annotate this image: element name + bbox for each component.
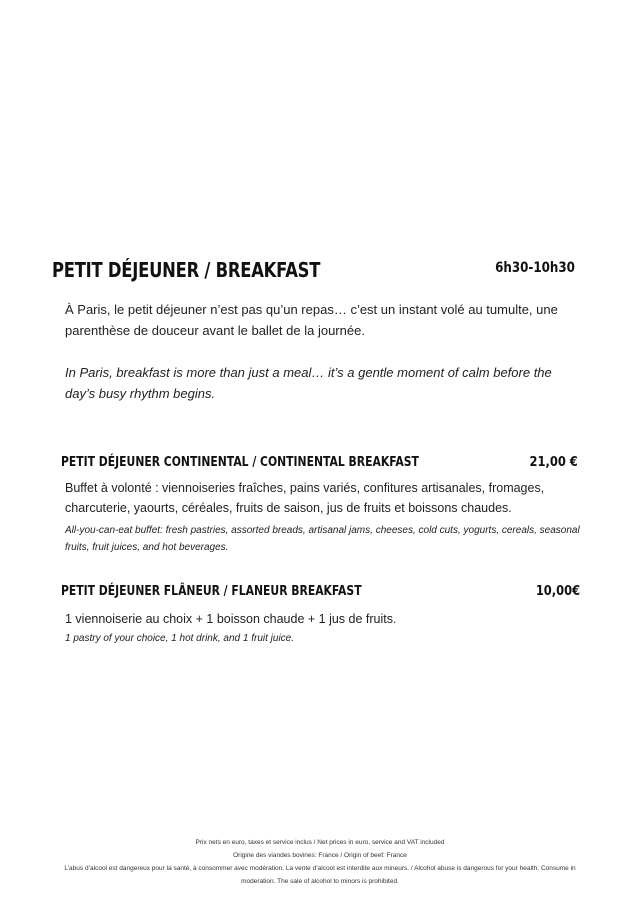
menu-item-title: PETIT DÉJEUNER FLÂNEUR / FLANEUR BREAKFAST xyxy=(61,583,362,599)
footer-beef-origin-note: Origine des viandes bovines: France / Origin of beef: France xyxy=(233,852,407,859)
menu-item-description-en: All-you-can-eat buffet: fresh pastries, assorted breads, artisanal jams, cheeses, cold cuts, yogurts, cereals, seasonal fruits, fruit juices, and hot beverages. xyxy=(65,525,580,553)
intro-text-en: In Paris, breakfast is more than just a meal… it’s a gentle moment of calm before the day’s busy rhythm begins. xyxy=(65,365,552,401)
menu-item-price: 10,00€ xyxy=(535,583,580,599)
menu-item-price: 21,00 € xyxy=(529,454,578,470)
menu-item-title: PETIT DÉJEUNER CONTINENTAL / CONTINENTAL BREAKFAST xyxy=(61,454,419,470)
page-title: PETIT DÉJEUNER / BREAKFAST xyxy=(52,258,321,282)
intro-text-fr: À Paris, le petit déjeuner n’est pas qu’un repas… c’est un instant volé au tumulte, une parenthèse de douceur avant le ballet de la journée. xyxy=(65,302,558,338)
footer-alcohol-warning: L’abus d’alcool est dangereux pour la santé, à consommer avec modération. La vente d’alcool est interdite aux mineurs. / Alcohol abuse is dangerous for your health. Consume in moderation. The sale of alcohol to minors is prohibited. xyxy=(64,865,576,885)
opening-hours: 6h30-10h30 xyxy=(495,260,575,276)
menu-item-description-en: 1 pastry of your choice, 1 hot drink, and 1 fruit juice. xyxy=(65,633,295,644)
menu-item-description-fr: 1 viennoiserie au choix + 1 boisson chaude + 1 jus de fruits. xyxy=(65,612,397,626)
menu-item-description-fr: Buffet à volonté : viennoiseries fraîches, pains variés, confitures artisanales, fromages, charcuterie, yaourts, céréales, fruits de saison, jus de fruits et boissons chaudes. xyxy=(65,481,545,515)
footer-prices-note: Prix nets en euro, taxes et service inclus / Net prices in euro, service and VAT included xyxy=(195,839,445,846)
footer-legal-notes xyxy=(60,836,580,888)
